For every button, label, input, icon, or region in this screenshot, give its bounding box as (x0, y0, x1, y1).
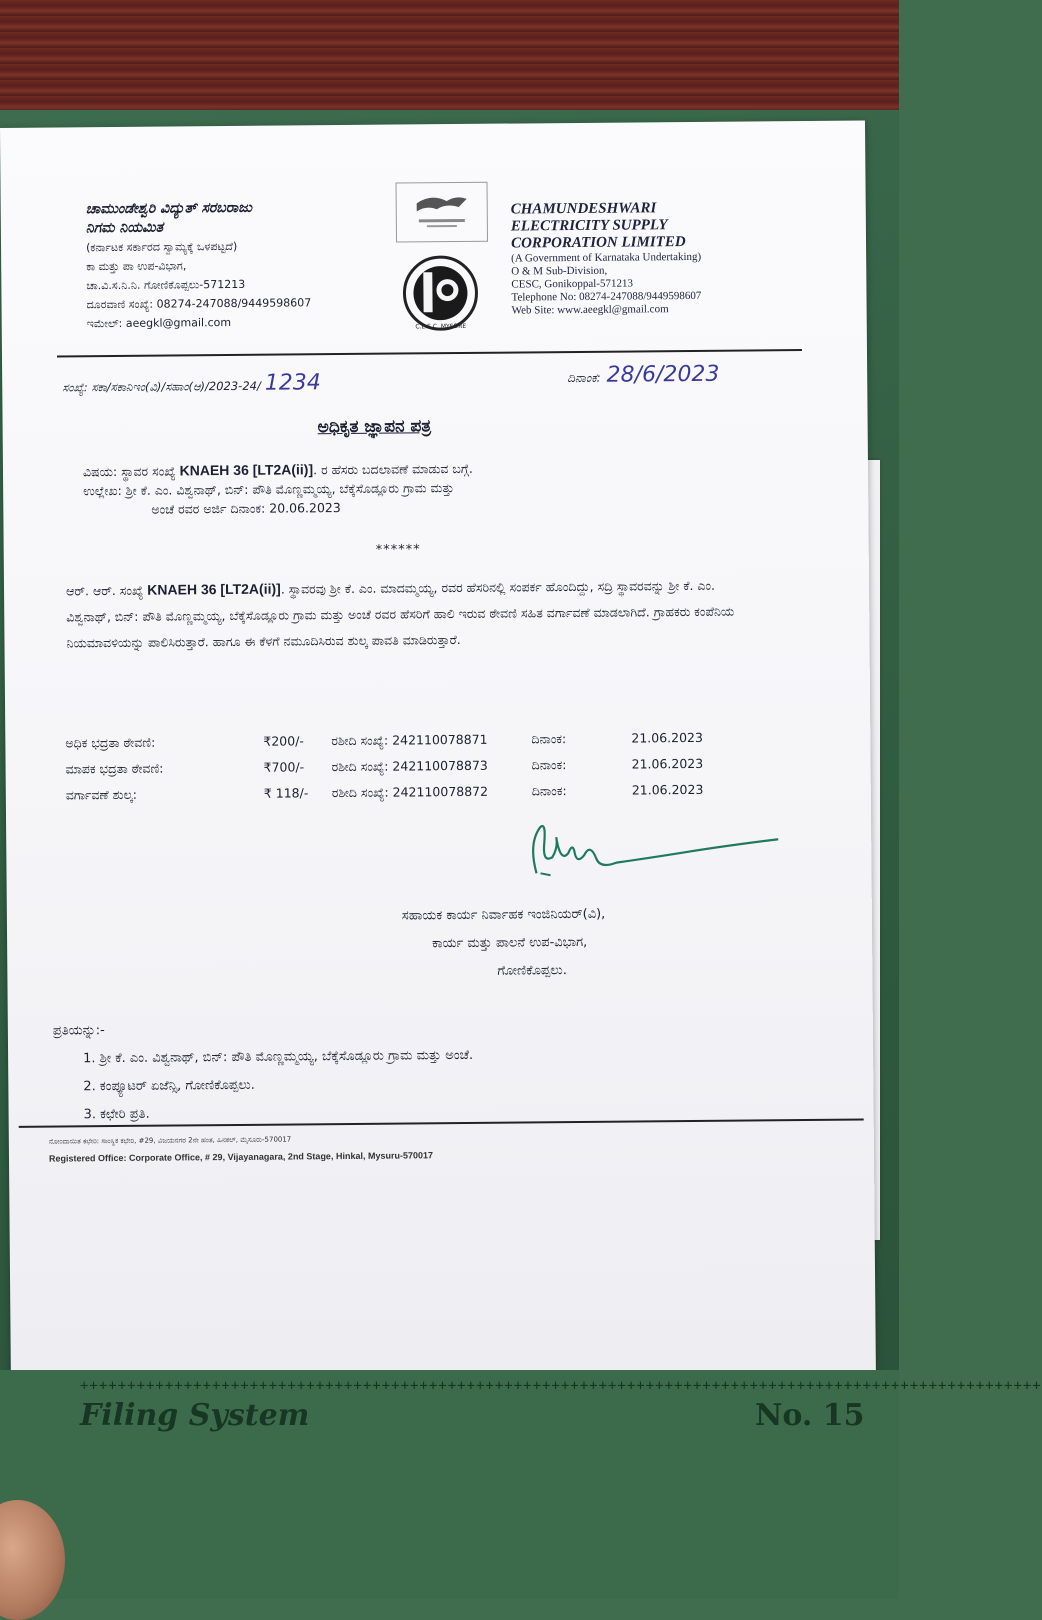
reference-text-cont: ಅಂಚೆ ರವರ ಅರ್ಜಿ ದಿನಾಂಕ: 20.06.2023 (151, 500, 341, 517)
fee-amount: ₹ 118/- (263, 785, 309, 801)
cesc-logo (401, 254, 480, 333)
org-name-line2: ELECTRICITY SUPPLY (510, 217, 668, 235)
phone-kannada: ದೂರವಾಣಿ ಸಂಖ್ಯೆ: 08274-247088/9449598607 (86, 296, 312, 312)
folder-title: Filing System (80, 1398, 310, 1433)
location-kannada: ಚಾ.ವಿ.ಸ.ನಿ.ನಿ. ಗೋಣಿಕೊಪ್ಪಲು-571213 (86, 277, 246, 293)
footer-registered-office: Registered Office: Corporate Office, # 29, Vijayanagara, 2nd Stage, Hinkal, Mysuru-570017 (48, 1150, 434, 1164)
fee-receipt: ರಶೀದಿ ಸಂಖ್ಯೆ: 242110078873 (331, 757, 488, 775)
subject-label: ವಿಷಯ: (82, 463, 118, 480)
reference-text: ಶ್ರೀ ಕೆ. ಎಂ. ವಿಶ್ವನಾಥ್, ಬಿನ್: ಪೌತಿ ಮೊಣ್ಣಮ್ಮಯ್ಯ, ಬೆಕ್ಕೆಸೊಡ್ಲೂರು ಗ್ರಾಮ ಮತ್ತು (125, 480, 455, 498)
folder-border-pattern: ++++++++++++++++++++++++++++++++++++++++++++++++++++++++++++++++++++++++++++++++++++++++++++++++++++++ (80, 1378, 1042, 1394)
subdivision-kannada: ಕಾ ಮತ್ತು ಪಾ ಉಪ-ವಿಭಾಗ, (86, 259, 187, 274)
copies-block (53, 1011, 834, 1130)
signatory-designation: ಸಹಾಯಕ ಕಾರ್ಯ ನಿರ್ವಾಹಕ ಇಂಜಿನಿಯರ್(ವಿ), (401, 906, 606, 924)
fee-table (65, 729, 806, 813)
org-suffix-kannada: ನಿಗಮ ನಿಯಮಿತ (85, 219, 164, 237)
subdivision: O & M Sub-Division, (511, 264, 608, 278)
reference-label: ಸಂಖ್ಯೆ: ಸಕಾ/ಸಕಾನಿಇಂ(ವಿ)/ಸಹಾಂ(ಆ)/2023-24/ (62, 378, 261, 395)
fee-date: 21.06.2023 (631, 755, 704, 772)
document-title: ಅಧಿಕೃತ ಜ್ಞಾಪನ ಪತ್ರ (317, 416, 432, 438)
signatory-office: ಕಾರ್ಯ ಮತ್ತು ಪಾಲನೆ ಉಪ-ವಿಭಾಗ, (432, 934, 588, 952)
signatory-block (402, 899, 783, 986)
subject-post: . ರ ಹೆಸರು ಬದಲಾವಣೆ ಮಾಡುವ ಬಗ್ಗೆ. (313, 460, 473, 478)
fee-label: ಮಾಪಕ ಭದ್ರತಾ ಠೇವಣಿ: (65, 760, 164, 777)
body-code: KNAEH 36 [LT2A(ii)] (147, 580, 281, 598)
website: Web Site: www.aeegkl@gmail.com (511, 303, 669, 317)
subject-pre: ಸ್ಥಾವರ ಸಂಖ್ಯೆ (121, 463, 176, 479)
email-kannada: ಇಮೇಲ್: aeegkl@gmail.com (86, 315, 232, 331)
body-paragraph (66, 571, 757, 656)
gov-undertaking: (A Government of Karnataka Undertaking) (511, 250, 702, 265)
fee-amount: ₹200/- (263, 733, 304, 749)
org-name-kannada: ಚಾಮುಂಡೇಶ್ವರಿ ವಿದ್ಯುತ್ ಸರಬರಾಜು (85, 199, 253, 218)
copies-heading: ಪ್ರತಿಯನ್ನು:- (52, 1023, 105, 1039)
emblem-stamp (395, 182, 488, 243)
fee-date-label: ದಿನಾಂಕ: (531, 783, 567, 799)
copy-item: 1. ಶ್ರೀ ಕೆ. ಎಂ. ವಿಶ್ವನಾಥ್, ಬಿನ್: ಪೌತಿ ಮೊಣ್ಣಮ್ಮಯ್ಯ, ಬೆಕ್ಕೆಸೊಡ್ಲೂರು ಗ್ರಾಮ ಮತ್ತು ಅಂಚೆ. (83, 1047, 474, 1067)
fee-receipt: ರಶೀದಿ ಸಂಖ್ಯೆ: 242110078871 (331, 731, 488, 749)
handwritten-signature (516, 811, 787, 893)
fee-row (66, 781, 806, 813)
logo-caption: C.E.S.C. MYSORE (415, 322, 467, 331)
folder-number: No. 15 (755, 1398, 865, 1433)
org-name-line1: CHAMUNDESHWARI (510, 200, 657, 218)
body-text: . ಸ್ಥಾವರವು ಶ್ರೀ ಕೆ. ಎಂ. ಮಾದಮ್ಮಯ್ಯ, ರವರ ಹೆಸರಿನಲ್ಲಿ ಸಂಪರ್ಕ ಹೊಂದಿದ್ದು, ಸದ್ರಿ ಸ್ಥಾವರವನ್ನು ಶ್ರೀ ಕೆ. ಎಂ. ವಿಶ್ವನಾಥ್, ಬಿನ್: ಪೌತಿ ಮೊಣ್ಣಮ್ಮಯ್ಯ, ಬೆಕ್ಕೆಸೊಡ್ಲೂರು ಗ್ರಾಮ ಮತ್ತು ಅಂಚೆ ರವರ ಹೆಸರಿಗೆ ಹಾಲಿ ಇರುವ ಠೇವಣಿ ಸಹಿತ ವರ್ಗಾವಣೆ ಮಾಡಲಾಗಿದೆ. ಗ್ರಾಹಕರು ಕಂಪೆನಿಯ ನಿಯಮಾವಳಿಯನ್ನು ಪಾಲಿಸಿರುತ್ತಾರೆ. ಹಾಗೂ ಈ ಕೆಳಗೆ ನಮೂದಿಸಿರುವ ಶುಲ್ಕ ಪಾವತಿ ಮಾಡಿರುತ್ತಾರೆ. (66, 577, 735, 651)
subject-block (83, 456, 803, 519)
filing-folder-cover (0, 1370, 1042, 1599)
header-english (511, 199, 802, 318)
date-value: 28/6/2023 (606, 361, 720, 388)
gov-undertaking-kannada: (ಕರ್ನಾಟಕ ಸರ್ಕಾರದ ಸ್ವಾಮ್ಯಕ್ಕೆ ಒಳಪಟ್ಟದೆ) (85, 239, 238, 255)
document-page (0, 120, 876, 1378)
body-pre: ಆರ್. ಆರ್. ಸಂಖ್ಯೆ (65, 582, 144, 599)
reference-label-kan: ಉಲ್ಲೇಖ: (83, 482, 122, 499)
fee-date: 21.06.2023 (631, 781, 704, 798)
subject-code: KNAEH 36 [LT2A(ii)] (179, 461, 314, 479)
copy-item: 3. ಕಛೇರಿ ಪ್ರತಿ. (83, 1106, 150, 1123)
fee-amount: ₹700/- (263, 759, 305, 775)
footer-kannada: ನೋಂದಾಯಿತ ಕಛೇರಿ: ಸಾಂಸ್ಥಿಕ ಕಛೇರಿ, #29, ವಿಜಯನಗರ 2ನೇ ಹಂತ, ಹಿನಕಲ್, ಮೈಸೂರು-570017 (48, 1135, 292, 1146)
org-name-line3: CORPORATION LIMITED (510, 234, 686, 252)
fee-date-label: ದಿನಾಂಕ: (531, 731, 567, 747)
fee-label: ಅಧಿಕ ಭದ್ರತಾ ಠೇವಣಿ: (65, 734, 156, 751)
header-kannada (86, 197, 407, 333)
copy-item: 2. ಕಂಪ್ಯೂಟರ್ ಏಜೆನ್ಸಿ, ಗೋಣಿಕೊಪ್ಪಲು. (83, 1077, 255, 1095)
fee-label: ವರ್ಗಾವಣೆ ಶುಲ್ಕ: (65, 786, 137, 803)
office-location: CESC, Gonikoppal-571213 (511, 277, 634, 291)
date-label: ದಿನಾಂಕ: (567, 370, 601, 386)
separator-stars: ****** (375, 542, 421, 558)
fee-date: 21.06.2023 (631, 729, 703, 746)
signatory-place: ಗೋಣಿಕೊಪ್ಪಲು. (497, 963, 567, 979)
header-divider (57, 349, 802, 358)
telephone: Telephone No: 08274-247088/9449598607 (511, 289, 702, 304)
date-line (567, 362, 719, 388)
reference-number: 1234 (264, 370, 321, 396)
fee-date-label: ದಿನಾಂಕ: (531, 757, 567, 773)
fee-receipt: ರಶೀದಿ ಸಂಖ್ಯೆ: 242110078872 (331, 783, 489, 801)
reference-line (62, 370, 321, 397)
